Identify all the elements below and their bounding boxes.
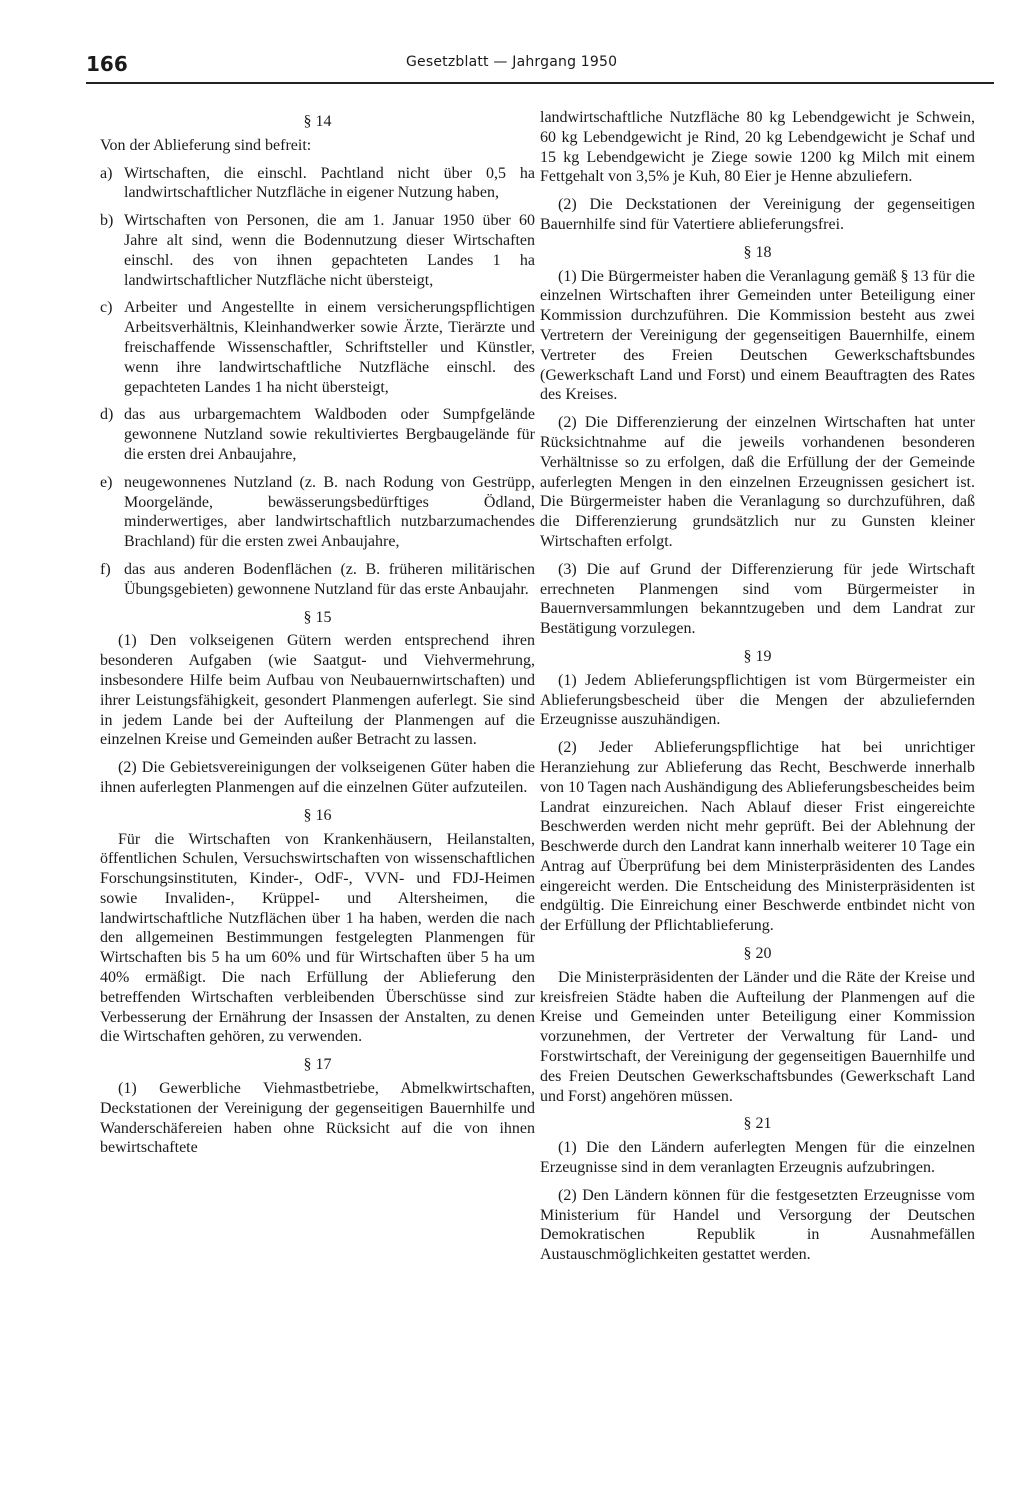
paragraph: (1) Jedem Ablieferungspflichtigen ist vom Bürgermeister ein Ablieferungsbescheid über die Mengen der abzuliefernden Erzeugnisse auszuhändigen.: [540, 671, 975, 729]
section-heading: § 19: [743, 647, 772, 665]
paragraph: (2) Die Differenzierung der einzelnen Wirtschaften hat unter Rücksichtnahme auf die jeweils vorhandenen besonderen Verhältnisse so zu erfolgen, daß die Erfüllung der der Gemeinde auferlegten Mengen in den einzelnen Erzeugnissen gesichert ist. Die Bürgermeister haben die Veranlagung so durchzuführen, daß die Differenzierung grundsätzlich nur zu Gunsten kleiner Wirtschaften erfolgt.: [540, 414, 975, 550]
page-header: [86, 46, 996, 86]
list-item: [100, 560, 535, 600]
section-heading: § 16: [303, 806, 332, 824]
item-label: f): [100, 560, 111, 578]
section-heading: § 15: [303, 608, 332, 626]
item-label: e): [100, 473, 113, 491]
section-heading: § 17: [303, 1056, 332, 1074]
right-column: [540, 108, 975, 1273]
section-heading: § 21: [743, 1115, 772, 1133]
paragraph: (1) Die den Ländern auferlegten Mengen für die einzelnen Erzeugnisse sind in dem veranlagten Erzeugnis aufzubringen.: [540, 1139, 975, 1177]
item-text: Arbeiter und Angestellte in einem versicherungspflichtigen Arbeitsverhältnis, Kleinhandwerker sowie Ärzte, Tierärzte und freischaffende Wissenschaftler, Schriftsteller und Künstler, wenn ihre landwirtschaftliche Nutzfläche einschl. des gepachteten Landes 1 ha nicht übersteigt,: [124, 299, 535, 396]
paragraph: Die Ministerpräsidenten der Länder und die Räte der Kreise und kreisfreien Städte haben die Aufteilung der Planmengen auf die Kreise und Gemeinden unter Beteiligung einer Kommission vorzunehmen, der Vertreter der Verwaltung für Land- und Forstwirtschaft, der Vereinigung der gegenseitigen Bauernhilfe und des Freien Deutschen Gewerkschaftsbundes (Gewerkschaft Land und Forst) angehören müssen.: [540, 968, 975, 1105]
item-label: b): [100, 212, 114, 230]
paragraph: landwirtschaftliche Nutzfläche 80 kg Lebendgewicht je Schwein, 60 kg Lebendgewicht je Rind, 20 kg Lebendgewicht je Schaf und 15 kg Lebendgewicht je Ziege sowie 1200 kg Milch mit einem Fettgehalt von 3,5% je Kuh, 80 Eier je Henne abzuliefern.: [540, 109, 975, 186]
item-text: das aus anderen Bodenflächen (z. B. früheren militärischen Übungsgebieten) gewonnene Nutzland für das erste Anbaujahr.: [124, 560, 535, 598]
paragraph: (2) Den Ländern können für die festgesetzten Erzeugnisse vom Ministerium für Handel und Versorgung der Deutschen Demokratischen Republik in Ausnahmefällen Austauschmöglichkeiten gestattet werden.: [540, 1186, 975, 1264]
list-item: [100, 298, 535, 397]
section-heading: § 20: [743, 945, 772, 963]
item-label: a): [100, 164, 113, 182]
list-item: [100, 405, 535, 464]
list-item: [100, 211, 535, 290]
paragraph: Von der Ablieferung sind befreit:: [100, 136, 312, 154]
item-label: d): [100, 406, 114, 424]
list-item: [100, 473, 535, 552]
paragraph: (3) Die auf Grund der Differenzierung für jede Wirtschaft errechneten Planmengen sind vom Bürgermeister in Bauernversammlungen bekanntzugeben und dem Landrat zur Bestätigung vorzulegen.: [540, 560, 975, 638]
item-text: das aus urbargemachtem Waldboden oder Sumpfgelände gewonnene Nutzland sowie rekultiviertes Bergbaugelände für die ersten drei Anbaujahre,: [124, 406, 535, 463]
item-text: Wirtschaften, die einschl. Pachtland nicht über 0,5 ha landwirtschaftlicher Nutzfläche in eigener Nutzung haben,: [124, 164, 535, 202]
section-heading: § 14: [303, 113, 332, 130]
paragraph: (2) Die Deckstationen der Vereinigung der gegenseitigen Bauernhilfe sind für Vatertiere ablieferungsfrei.: [540, 196, 975, 233]
left-column: [100, 108, 535, 1166]
item-text: neugewonnenes Nutzland (z. B. nach Rodung von Gestrüpp, Moorgelände, bewässerungsbedürftiges Ödland, minderwertiges, aber landwirtschaftlich nutzbarzumachendes Brachland) für die ersten zwei Anbaujahre,: [124, 473, 535, 551]
item-text: Wirtschaften von Personen, die am 1. Januar 1950 über 60 Jahre alt sind, wenn die Bodennutzung dieser Wirtschaften einschl. des von ihnen gepachteten Landes 1 ha landwirtschaftlicher Nutzfläche nicht übersteigt,: [124, 212, 535, 289]
page-number: 166: [86, 52, 128, 76]
list-item: [100, 164, 535, 204]
paragraph: (1) Gewerbliche Viehmastbetriebe, Abmelkwirtschaften, Deckstationen der Vereinigung der gegenseitigen Bauernhilfe und Wanderschäfereien haben ohne Rücksicht auf die von ihnen bewirtschaftete: [100, 1080, 535, 1157]
item-label: c): [100, 299, 113, 317]
paragraph: Für die Wirtschaften von Krankenhäusern, Heilanstalten, öffentlichen Schulen, Versuchswirtschaften von wissenschaftlichen Forschungsinstituten, Kinder-, OdF-, VVN- und FDJ-Heimen sowie Invaliden-, Krüppel- und Altersheimen, die landwirtschaftliche Nutzflächen über 1 ha haben, werden die nach den allgemeinen Bestimmungen festgelegten Planmengen für Wirtschaften bis 5 ha um 60% und für Wirtschaften über 5 ha um 40% ermäßigt. Die nach Erfüllung der Ablieferung den betreffenden Wirtschaften verbleibenden Überschüsse sind zur Verbesserung der Ernährung der Insassen der Anstalten, zu denen die Wirtschaften gehören, zu verwenden.: [100, 830, 535, 1046]
paragraph: (2) Jeder Ablieferungspflichtige hat bei unrichtiger Heranziehung zur Ablieferung das Recht, Beschwerde innerhalb von 10 Tagen nach Aushändigung des Ablieferungsbescheides beim Landrat einzureichen. Nach Ablauf dieser Frist eingereichte Beschwerden werden nicht mehr geprüft. Bei der Ablehnung der Beschwerde durch den Landrat kann innerhalb weiterer 10 Tage ein Antrag auf Überprüfung bei dem Ministerpräsidenten des Landes eingereicht werden. Die Entscheidung des Ministerpräsidenten ist endgültig. Die Einreichung einer Beschwerde entbindet nicht von der Erfüllung der Pflichtablieferung.: [540, 739, 975, 935]
running-head: Gesetzblatt — Jahrgang 1950: [406, 54, 618, 70]
paragraph: (1) Den volkseigenen Gütern werden entsprechend ihren besonderen Aufgaben (wie Saatgut- und Viehvermehrung, insbesondere Hilfe beim Aufbau von Neubauernwirtschaften) und ihrer Leistungsfähigkeit, gesondert Planmengen auferlegt. Sie sind in jedem Lande bei der Aufteilung der Planmengen auf die einzelnen Kreise und Gemeinden außer Betracht zu lassen.: [100, 632, 535, 749]
paragraph: (1) Die Bürgermeister haben die Veranlagung gemäß § 13 für die einzelnen Wirtschaften ihrer Gemeinden unter Beteiligung einer Kommission durchzuführen. Die Kommission besteht aus zwei Vertretern der Vereinigung der gegenseitigen Bauernhilfe, einem Vertreter des Freien Deutschen Gewerkschaftsbundes (Gewerkschaft Land und Forst) und einem Beauftragten des Rates des Kreises.: [540, 267, 975, 404]
header-rule: [86, 82, 994, 84]
section-heading: § 18: [743, 243, 772, 261]
paragraph: (2) Die Gebietsvereinigungen der volkseigenen Güter haben die ihnen auferlegten Planmengen auf die einzelnen Güter aufzuteilen.: [100, 759, 535, 796]
